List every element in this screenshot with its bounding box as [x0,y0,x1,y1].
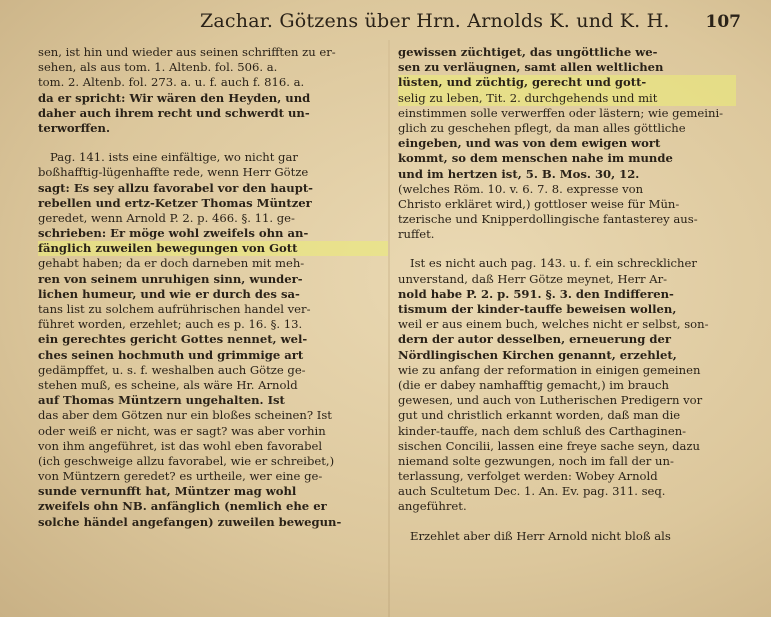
right-column [398,45,736,544]
text-line: sehen, als aus tom. 1. Altenb. fol. 506. a. [38,60,278,75]
text-line: fänglich zuweilen bewegungen von Gott [38,241,388,256]
text-line: Pag. 141. ists eine einfältige, wo nicht gar [50,150,298,165]
text-line: (welches Röm. 10. v. 6. 7. 8. expresse von [398,181,644,196]
text-line: kinder-tauffe, nach dem schluß des Carthaginen- [398,423,687,438]
text-line: auch Scultetum Dec. 1. An. Ev. pag. 311. seq. [398,484,666,499]
text-line: daher auch ihrem recht und schwerdt un- [38,105,310,120]
text-line: von Müntzern geredet? es urtheile, wer eine ge- [38,469,323,484]
text-line: Nördlingischen Kirchen genannt, erzehlet, [398,347,677,362]
text-line: glich zu geschehen pflegt, da man alles göttliche [398,120,686,135]
text-line: angeführet. [398,499,467,514]
text-line: gut und christlich erkannt worden, daß man die [398,408,681,423]
running-head: Zachar. Götzens über Hrn. Arnolds K. und K. H. [200,10,670,32]
text-line: tzerische und Knipperdollingische fantasterey aus- [398,212,698,227]
text-line: Erzehlet aber diß Herr Arnold nicht bloß als [410,528,671,543]
page-number: 107 [705,12,741,32]
text-line: selig zu leben, Tit. 2. durchgehends und mit [398,91,736,106]
text-line: tismum der kinder-tauffe beweisen wollen, [398,302,677,316]
text-line: gewissen züchtiget, das ungöttliche we- [398,45,658,59]
text-line: lüsten, und züchtig, gerecht und gott- [398,75,736,90]
left-column [38,45,388,530]
text-line: nold habe P. 2. p. 591. §. 3. den Indifferen- [398,286,674,301]
paragraph [398,45,736,242]
text-line: einstimmen solle verwerffen oder lästern; wie gemeini- [398,105,724,120]
text-line: sen, ist hin und wieder aus seinen schrifften zu er- [38,45,336,59]
text-line: gehabt haben; da er doch darneben mit meh- [38,256,305,271]
text-line: kommt, so dem menschen nahe im munde [398,151,673,166]
text-line: ren von seinem unruhigen sinn, wunder- [38,271,303,286]
text-line: gewesen, und auch von Lutherischen Predigern vor [398,393,703,408]
text-line: terworffen. [38,120,111,135]
text-line: ches seinen hochmuth und grimmige art [38,347,304,362]
paragraph-gap [398,242,736,256]
text-line: führet worden, erzehlet; auch es p. 16. §. 13. [38,317,303,332]
text-line: weil er aus einem buch, welches nicht er selbst, son- [398,317,709,332]
text-line: tans list zu solchem aufrührischen handel ver- [38,302,311,316]
text-line: Ist es nicht auch pag. 143. u. f. ein schrecklicher [410,256,697,271]
text-line: sagt: Es sey allzu favorabel vor den haupt- [38,180,313,195]
text-line: (ich geschweige allzu favorabel, wie er schreibet,) [38,453,335,468]
text-line: geredet, wenn Arnold P. 2. p. 466. §. 11. ge- [38,210,295,225]
text-line: von ihm angeführet, ist das wohl eben favorabel [38,438,323,453]
text-line: tom. 2. Altenb. fol. 273. a. u. f. auch f. 816. a. [38,75,305,90]
text-line: ein gerechtes gericht Gottes nennet, wel- [38,332,308,347]
text-line: sunde vernunfft hat, Müntzer mag wohl [38,484,297,499]
text-line: terlassung, verfolget werden: Wobey Arnold [398,469,658,484]
text-line: solche händel angefangen) zuweilen bewegun- [38,514,342,529]
paragraph-gap [38,136,388,150]
text-line: wie zu anfang der reformation in einigen gemeinen [398,362,701,377]
text-line: rebellen und ertz-Ketzer Thomas Müntzer [38,195,312,210]
text-line: das aber dem Götzen nur ein bloßes scheinen? Ist [38,408,332,423]
text-line: dern der autor desselben, erneuerung der [398,332,671,347]
paragraph-gap [398,515,736,529]
text-line: zweifels ohn NB. anfänglich (nemlich ehe er [38,499,327,514]
text-line: und im hertzen ist, 5. B. Mos. 30, 12. [398,166,640,181]
text-line: oder weiß er nicht, was er sagt? was aber vorhin [38,423,326,438]
text-line: stehen muß, es scheine, als wäre Hr. Arnold [38,377,298,392]
text-line: sischen Concilii, lassen eine freye sache seyn, dazu [398,438,700,453]
text-line: unverstand, daß Herr Götze meynet, Herr Ar- [398,271,668,286]
text-line: boßhafftig-lügenhaffte rede, wenn Herr Götze [38,165,309,180]
paragraph [38,150,388,530]
text-line: schrieben: Er möge wohl zweifels ohn an- [38,226,309,241]
text-line: (die er dabey namhafftig gemacht,) im brauch [398,377,669,392]
page-header [0,10,771,40]
paragraph [398,256,736,514]
text-line: gedämpffet, u. s. f. weshalben auch Götze ge- [38,362,306,377]
paragraph [398,529,736,544]
text-line: eingeben, und was von dem ewigen wort [398,136,661,151]
paragraph [38,45,388,136]
text-line: lichen humeur, und wie er durch des sa- [38,286,300,301]
text-line: sen zu verläugnen, samt allen weltlichen [398,60,664,75]
text-line: auf Thomas Müntzern ungehalten. Ist [38,393,285,408]
text-line: niemand solte gezwungen, noch im fall der un- [398,453,674,468]
text-line: Christo erkläret wird,) gottloser weise für Mün- [398,196,680,211]
column-gutter [388,40,390,617]
text-line: da er spricht: Wir wären den Heyden, und [38,90,311,105]
text-line: ruffet. [398,227,435,242]
